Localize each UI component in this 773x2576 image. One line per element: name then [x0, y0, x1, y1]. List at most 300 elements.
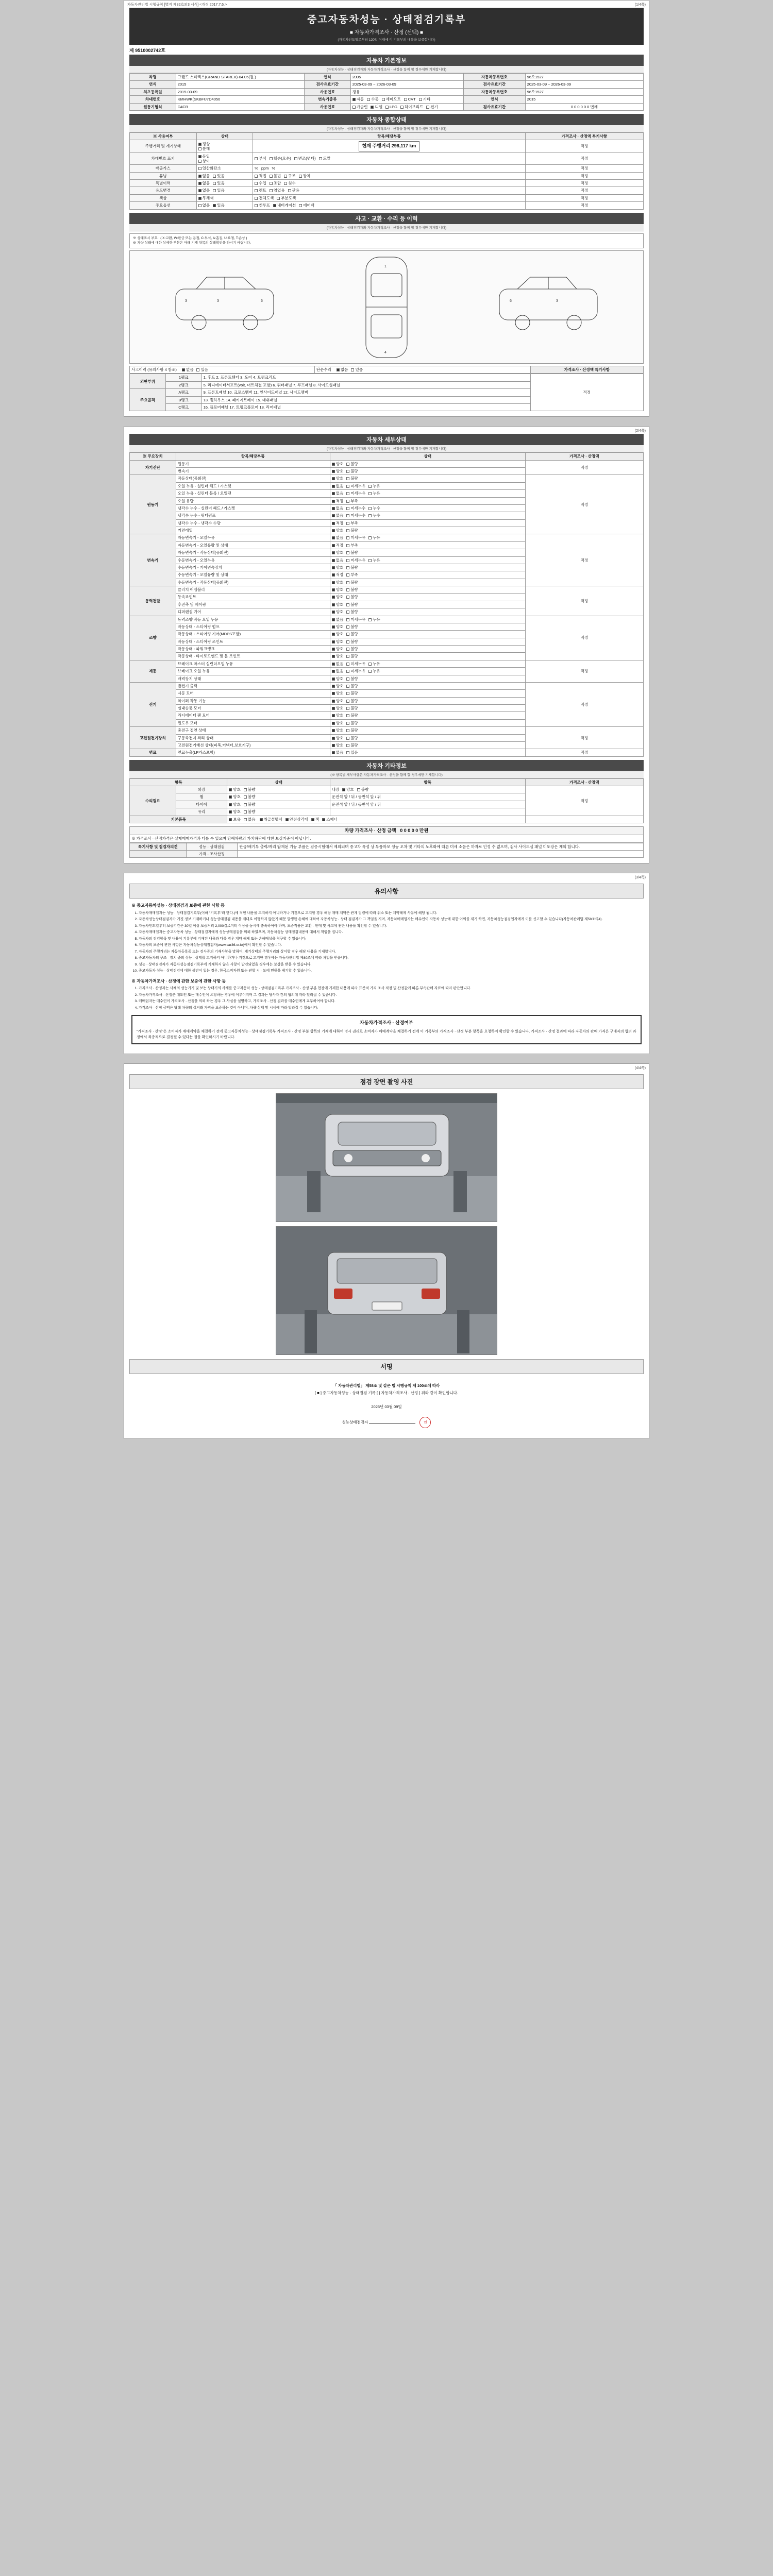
- cell-label: 변속기종류: [304, 96, 350, 103]
- detail-item-label: 커먼레일: [176, 527, 330, 534]
- row-label: 특별이력: [130, 180, 197, 187]
- table-row: [130, 140, 644, 152]
- row-options-extra: 부식 훼손(오손) 변조(변타) 도말: [253, 152, 525, 165]
- price-note: [525, 816, 643, 823]
- row-label: 외장: [176, 786, 227, 793]
- detail-item-label: 디퍼렌셜 기어: [176, 608, 330, 616]
- table-row: [130, 96, 644, 103]
- detail-item-label: 오일 누유 - 실린더 블록 / 오일팬: [176, 490, 330, 497]
- col-header: 상태: [330, 453, 525, 460]
- detail-item-options[interactable]: 없음 미세누수 누수: [330, 512, 525, 519]
- detail-group-price: 적정: [525, 475, 643, 534]
- section-basic-info-title: 자동차 기본정보: [129, 55, 644, 66]
- detail-item-options[interactable]: 양호 불량: [330, 682, 525, 689]
- detail-item-options[interactable]: 없음 미세누유 누유: [330, 490, 525, 497]
- detail-item-label: 추진축 및 베어링: [176, 601, 330, 608]
- cell-value: 2025-03-09 ~ 2026-03-09: [350, 81, 463, 88]
- detail-item-options[interactable]: 없음 미세누유 누유: [330, 668, 525, 675]
- detail-item-options[interactable]: 양호 불량: [330, 638, 525, 645]
- notice-body: [131, 903, 642, 1011]
- detail-item-label: 수동변속기 - 기어변속장치: [176, 564, 330, 571]
- page-1: [124, 0, 649, 417]
- price-note: 적정: [525, 202, 643, 209]
- detail-item-label: 작동상태(공회전): [176, 475, 330, 482]
- table-row: [130, 81, 644, 88]
- row-options-extra: 내장 양호 불량: [330, 786, 525, 793]
- table-row: [130, 460, 644, 467]
- cell-value: 2025-03-09 ~ 2026-03-09: [525, 81, 643, 88]
- document-number: [129, 47, 644, 54]
- section-detail-title: 자동차 세부상태: [129, 434, 644, 445]
- cell-value: 2015: [176, 81, 304, 88]
- detail-item-label: 브레이크 오일 누유: [176, 668, 330, 675]
- section-overall-title: 자동차 종합상태: [129, 114, 644, 125]
- detail-item-label: 작동상태 - 타이로드엔드 및 볼 조인트: [176, 653, 330, 660]
- page-4: [124, 1063, 649, 1439]
- detail-group-price: 적정: [525, 682, 643, 726]
- mileage-display: [253, 140, 525, 152]
- table-row: [130, 194, 644, 201]
- col-header: ※ 사용여부: [130, 132, 197, 140]
- price-note: 적정: [525, 152, 643, 165]
- simple-repair-cell: 단순수리 없음 있음: [314, 366, 530, 374]
- detail-group-label: 동력전달: [130, 586, 176, 616]
- cell-value: 96오1527: [525, 88, 643, 95]
- cell-value: 2015: [525, 96, 643, 103]
- detail-item-label: 배력장치 상태: [176, 675, 330, 682]
- detail-item-options[interactable]: 없음 있음: [330, 749, 525, 756]
- detail-item-options[interactable]: 없음 미세누유 누유: [330, 616, 525, 623]
- detail-item-options[interactable]: 양호 불량: [330, 646, 525, 653]
- cell-label: 차명: [130, 74, 176, 81]
- doc-no-value: 9510002742호: [135, 48, 165, 53]
- price-note: 적정: [525, 786, 643, 816]
- detail-item-label: 클러치 어셈블리: [176, 586, 330, 594]
- table-row: [130, 374, 644, 381]
- list-item: 1. 자동차매매업자는 성능 · 상태점검기록부(이하 "기록부"라 한다.)에 적힌 내용을 고지하지 아니하거나 거짓으로 고지할 경우 해당 매매 계약은 관계 법령에 따라 취소 또는 계약해제 사유에 해당 됩니다.: [139, 911, 642, 917]
- detail-item-options[interactable]: 양호 불량: [330, 631, 525, 638]
- detail-item-options[interactable]: 양호 불량: [330, 690, 525, 697]
- detail-item-options[interactable]: 양호 불량: [330, 653, 525, 660]
- table-row: [130, 816, 644, 823]
- col-header: 항목: [330, 778, 525, 786]
- detail-item-label: 등속죠인트: [176, 594, 330, 601]
- detail-item-label: 자동변속기 - 작동상태(공회전): [176, 549, 330, 556]
- detail-item-options[interactable]: 적정 부족: [330, 497, 525, 504]
- detail-item-label: 라디에이터 팬 모터: [176, 712, 330, 719]
- wheel-positions: 운전석 앞 / 뒤 / 동반석 앞 / 뒤: [330, 793, 525, 801]
- cell-value: D4CB: [176, 103, 304, 110]
- rank-label: C랭크: [165, 403, 201, 411]
- fuel-options: 가솔린 디젤 LPG 하이브리드 전기: [350, 103, 463, 110]
- list-item: 2. 자동차성능상태점검자가 거짓 정보 기재하거나 성능상태점검 내용을 제대로 이행하지 않았기 때문 발생한 손해에 대하여 자동차성능 · 상태 점검자가 그 책임을 지며, 자동차매매업자는 매수인이 자동차 성능에 대한 이의를 제기 하면, 자동차성능점검업자에게 이를 신고할 수 있습니다(자동차관리법 제58조의4).: [139, 917, 642, 923]
- signature-body: [124, 1377, 649, 1433]
- page-header-note: [124, 1, 649, 8]
- detail-item-options[interactable]: 양호 불량: [330, 564, 525, 571]
- row-options: 양호 불량: [227, 786, 330, 793]
- notice-title: 유의사항: [129, 884, 644, 899]
- remarks-label: 특기사항 및 점검자의견: [130, 843, 187, 850]
- car-damage-diagram: [129, 250, 644, 364]
- row-label: 기본품목: [130, 816, 227, 823]
- col-header: 가격조사 · 산정액 특기사항: [525, 132, 643, 140]
- detail-item-options[interactable]: 양호 불량: [330, 601, 525, 608]
- section-other-sub: (※ 항목별 세부사항은 자동차가격조사 · 산정을 함께 할 경우에만 기재합니다): [129, 771, 644, 778]
- col-header: 상태: [227, 778, 330, 786]
- cell-value: 0 0 0 0 0 0 번째: [525, 103, 643, 110]
- detail-item-options[interactable]: 적정 부족: [330, 519, 525, 527]
- svg-text:3: 3: [184, 299, 187, 303]
- table-row: [130, 152, 644, 165]
- mileage-value: 298,117 km: [391, 143, 416, 149]
- table-row: [130, 786, 644, 793]
- cell-value: 2005: [350, 74, 463, 81]
- detail-group-label: 전기: [130, 682, 176, 726]
- photo-front-render: [276, 1094, 497, 1222]
- row-label: 주요옵션: [130, 202, 197, 209]
- detail-item-options[interactable]: 양호 불량: [330, 460, 525, 467]
- detail-group-price: 적정: [525, 586, 643, 616]
- table-row: [130, 616, 644, 623]
- table-row: [130, 534, 644, 541]
- signature-role-inspector: 성능상태점검자: [342, 1419, 368, 1425]
- detail-group-price: 적정: [525, 727, 643, 749]
- col-header: 가격조사 · 산정액: [525, 778, 643, 786]
- accident-history-cell: 사고이력 (유의사항 4 참조) 없음 있음: [130, 366, 315, 374]
- detail-group-price: 적정: [525, 660, 643, 682]
- signature-law-line: 「 자동차관리법」 제58조 및 같은 법 시행규칙 제 100조에 따라: [333, 1383, 440, 1388]
- row-options: 양호 불량: [227, 808, 330, 816]
- section-other-title: 자동차 기타정보: [129, 760, 644, 771]
- detail-item-label: 동력조향 작동 오일 누유: [176, 616, 330, 623]
- price-note: 적정: [525, 172, 643, 179]
- tire-positions: 운전석 앞 / 뒤 / 동반석 앞 / 뒤: [330, 801, 525, 808]
- row-options: 없음 있음: [196, 172, 253, 179]
- detail-item-options[interactable]: 양호 불량: [330, 675, 525, 682]
- row-label: 차대번호 표기: [130, 152, 197, 165]
- price-survey-notice-body: "가격조사 · 산정"은 소비자가 매매계약을 체결하기 전에 중고자동차성능 · 상태점검기록부 가격조사 · 산정 부분 항목의 기재에 대하여 명시 권리로 소비자가 매매계약을 체결하기 전에 이 기록부의 가격조사 · 산정 부분 항목을 요청하여 확인할 수 있습니다. 가격조사 · 산정 결과에 따라 자동차의 판매 가격은 구매자의 협의 과정에서 최종적으로 결정될 수 있다는 점을 확인하시기 바랍니다.: [137, 1029, 636, 1040]
- table-row: [130, 660, 644, 667]
- detail-group-price: 적정: [525, 460, 643, 475]
- col-header: 항목: [130, 778, 227, 786]
- detail-item-label: 발전기 출력: [176, 682, 330, 689]
- detail-item-options[interactable]: 적정 부족: [330, 541, 525, 549]
- list-item: 2. 자동차가격조사 · 산정은 매도인 또는 매수인이 요청하는 경우에 이루어지며 그 결과는 당사자 간의 협의에 따라 달라질 수 있습니다.: [139, 993, 642, 998]
- page-number: (1/4쪽): [634, 3, 646, 7]
- detail-item-label: 작동상태 - 스티어링 펌프: [176, 623, 330, 630]
- table-row: [130, 187, 644, 194]
- col-header: 항목/해당부품: [176, 453, 330, 460]
- detail-item-options[interactable]: 없음 미세누유 누유: [330, 534, 525, 541]
- table-row: [130, 475, 644, 482]
- detail-item-options[interactable]: 양호 불량: [330, 712, 525, 719]
- col-header: 가격조사 · 산정액 특기사항: [530, 366, 643, 374]
- transmission-options: 자동 수동 세미오토 CVT 기타: [350, 96, 463, 103]
- table-row: [130, 88, 644, 95]
- rank-label: A랭크: [165, 389, 201, 396]
- detail-item-options[interactable]: 양호 불량: [330, 623, 525, 630]
- glass-state: [330, 808, 525, 816]
- detail-item-options[interactable]: 양호 불량: [330, 705, 525, 712]
- detail-item-options[interactable]: 양호 불량: [330, 549, 525, 556]
- page-3: [124, 873, 649, 1054]
- detail-table-body: [130, 460, 644, 756]
- detail-item-label: 냉각수 누수 - 워터펌프: [176, 512, 330, 519]
- page-2: [124, 426, 649, 863]
- detail-item-options[interactable]: 없음 미세누유 누유: [330, 556, 525, 564]
- detail-group-price: 적정: [525, 749, 643, 756]
- detail-item-label: 오일 유량: [176, 497, 330, 504]
- form-reference: 자동차관리법 시행규칙 [별지 제82호의3 서식] <개정 2017.7.6.>: [127, 3, 227, 7]
- cell-label: 검사유효기간: [464, 103, 526, 110]
- price-summary-label: 차량 가격조사 · 산정 금액: [344, 827, 396, 833]
- detail-item-options[interactable]: 양호 불량: [330, 579, 525, 586]
- list-item: 7. 자동차의 주행거리는 자동차등록증 또는 검사증의 기재사항을 말하며, 계기상태의 주행거리와 상이할 경우 해당 내용을 기재합니다.: [139, 950, 642, 955]
- page-number: (4/4쪽): [634, 1066, 646, 1071]
- row-options-extra: 수입 조합 침수: [253, 180, 525, 187]
- cell-value: 그랜드 스타렉스(GRAND STAREX)-04.05(월.): [176, 74, 304, 81]
- page-number: (3/4쪽): [634, 876, 646, 880]
- cell-label: 자동차등록번호: [464, 88, 526, 95]
- table-header-row: [130, 453, 644, 460]
- detail-item-label: 냉각수 누수 - 실린더 헤드 / 가스켓: [176, 504, 330, 512]
- detail-item-options[interactable]: 양호 불량: [330, 594, 525, 601]
- list-item: 8. 중고자동차의 구조 · 장치 중의 성능 · 상태를 고지하지 아니하거나 거짓으로 고지한 경우에는 자동차관리법 제80조에 따라 처벌을 받습니다.: [139, 956, 642, 961]
- detail-item-options[interactable]: 양호 불량: [330, 468, 525, 475]
- remarks-sub-label-2: 가격 · 조사산정: [186, 850, 238, 857]
- list-item: 10. 중고자동차 성능 · 상태점검에 대한 불만이 있는 경우, 한국소비자원 또는 관할 시 · 도에 민원을 제기할 수 있습니다.: [139, 969, 642, 974]
- detail-item-options[interactable]: 양호 불량: [330, 697, 525, 704]
- detail-group-label: 원동기: [130, 475, 176, 534]
- car-diagram-right-side: [494, 271, 602, 343]
- section-overall-sub: (자동차성능 · 상태점검자와 자동차가격조사 · 산정을 함께 할 경우에만 기재합니다): [129, 125, 644, 132]
- detail-item-options[interactable]: 없음 미세누유 누유: [330, 660, 525, 667]
- row-label: 배출가스: [130, 165, 197, 172]
- detail-item-label: 수동변속기 - 작동상태(공회전): [176, 579, 330, 586]
- cell-label: 사용연료: [304, 103, 350, 110]
- detail-group-label: 고전원전기장치: [130, 727, 176, 749]
- price-note: 적정: [525, 140, 643, 152]
- list-item: 3. 매매업자는 매수인이 가격조사 · 산정을 의뢰 하는 경우 그 사실을 설명하고, 가격조사 · 산정 결과를 매수인에게 교부하여야 합니다.: [139, 999, 642, 1005]
- document-title-bar: [129, 8, 644, 45]
- simple-repair-label: 단순수리: [316, 367, 331, 372]
- cell-label: 최초등록일: [130, 88, 176, 95]
- photo-section-title: 점검 장면 촬영 사진: [129, 1074, 644, 1089]
- seal-icon: 인: [419, 1417, 431, 1428]
- document-subtitle: ■ 자동차가격조사 · 산정 (선택) ■: [349, 30, 424, 36]
- inspection-photo-rear: [276, 1226, 497, 1355]
- rank-parts: 13. 휠하우스 14. 패키지트레이 15. 대쉬패널: [201, 396, 530, 403]
- detail-item-label: 원동기: [176, 460, 330, 467]
- detail-item-label: 작동상태 - 스티어링 기어(MDPS포함): [176, 631, 330, 638]
- price-survey-notice-title: 자동차가격조사 · 산정여부: [360, 1020, 413, 1026]
- cell-value: 2015-03-09: [176, 88, 304, 95]
- row-options: 없음 있음: [196, 180, 253, 187]
- row-label: 외판부위: [130, 374, 166, 389]
- photo-rear-render: [276, 1227, 497, 1355]
- cell-label: 원동기형식: [130, 103, 176, 110]
- price-note: 적정: [525, 187, 643, 194]
- page-header-note: [124, 1064, 649, 1071]
- detail-item-options[interactable]: 양호 불량: [330, 727, 525, 734]
- section-basic-info-sub: (자동차성능 · 상태점검자와 자동차가격조사 · 산정을 함께 할 경우에만 기재합니다): [129, 66, 644, 73]
- row-options: 정상 분해: [196, 140, 253, 152]
- svg-text:6: 6: [260, 299, 263, 303]
- row-options: 일산화탄소: [196, 165, 253, 172]
- col-header: 상태: [196, 132, 253, 140]
- svg-text:6: 6: [510, 299, 512, 303]
- rank-label: 1랭크: [165, 374, 201, 381]
- detail-item-label: 브레이크 마스터 실린더오일 누유: [176, 660, 330, 667]
- detail-item-options[interactable]: 양호 불량: [330, 475, 525, 482]
- row-label: 수리필요: [130, 786, 176, 816]
- signature-role-row: [124, 1417, 649, 1428]
- row-label: 주요골격: [130, 389, 166, 411]
- row-label: 유리: [176, 808, 227, 816]
- section-accident-title: 사고 · 교환 · 수리 등 이력: [129, 213, 644, 224]
- doc-no-label: 제: [129, 48, 134, 53]
- price-summary-title: [130, 826, 644, 835]
- list-item: 5. 자동차의 점검항목 및 내용이 기록부에 기재된 내용과 다를 경우 계약 해제 또는 손해배상을 청구할 수 있습니다.: [139, 937, 642, 942]
- detail-item-label: 작동상태 - 파워크랭크: [176, 646, 330, 653]
- detail-item-options[interactable]: 없음 미세누수 누수: [330, 504, 525, 512]
- signature-section-title: 서명: [129, 1359, 644, 1374]
- notice-section-2-title: ※ 자동차가격조사 · 산정에 관한 보증에 관한 사항 등: [131, 978, 226, 984]
- document-title: 중고자동차성능 · 상태점검기록부: [307, 14, 466, 25]
- cell-value: 경유: [350, 88, 463, 95]
- emission-values: % ppm %: [253, 165, 525, 172]
- price-note: 적정: [525, 165, 643, 172]
- row-options-extra: 적법 불법 구조 장치: [253, 172, 525, 179]
- row-options: 없음 있음: [196, 187, 253, 194]
- table-header-row: [130, 132, 644, 140]
- document-subtitle-note: (자동차인도일로부터 120일 이내에 이 기록부의 내용을 보증합니다): [338, 38, 435, 42]
- table-row: [130, 202, 644, 209]
- cell-label: 차대번호: [130, 96, 176, 103]
- detail-item-label: 와이퍼 작동 기능: [176, 697, 330, 704]
- svg-text:4: 4: [384, 351, 386, 354]
- list-item: 4. 자동차매매업자는 중고자동차 성능 · 상태점검자에게 성능상태점검을 의뢰 하였으며, 자동차성능 상태점검내용에 대해서 책임을 집니다.: [139, 930, 642, 936]
- table-row: [130, 74, 644, 81]
- rank-parts: 9. 프론트패널 10. 크로스멤버 11. 인사이드패널 12. 사이드멤버: [201, 389, 530, 396]
- table-row: [130, 103, 644, 110]
- basic-items-options: 보유 없음 취급설명서 안전삼각대 잭 스패너: [227, 816, 525, 823]
- rank-label: 2랭크: [165, 381, 201, 388]
- table-row: [130, 850, 644, 857]
- list-item: 9. 성능 · 상태점검자가 자동차성능점검기록부에 기재하지 않은 사항이 발견되었을 경우에는 보상을 받을 수 있습니다.: [139, 962, 642, 968]
- list-item: 4. 가격조사 · 산정 금액은 당해 차량의 실거래 가격을 보증하는 것이 아니며, 차량 상태 및 시세에 따라 달라질 수 있습니다.: [139, 1006, 642, 1011]
- rank-parts: 5. 라디에이터서포트(volt, 너트체결 포함) 6. 쿼터패널 7. 루프패널 8. 사이드실패널: [201, 381, 530, 388]
- cell-label: 검사유효기간: [464, 81, 526, 88]
- overall-state-table: [129, 132, 644, 210]
- detail-item-options[interactable]: 양호 불량: [330, 527, 525, 534]
- table-row: [130, 749, 644, 756]
- inspection-photo-front: [276, 1093, 497, 1222]
- detail-item-options[interactable]: 양호 불량: [330, 586, 525, 594]
- detail-item-label: 오일 누유 - 실린더 헤드 / 가스켓: [176, 482, 330, 489]
- table-row: [130, 826, 644, 835]
- detail-item-label: 자동변속기 - 오일누유: [176, 534, 330, 541]
- list-item: 1. 가격조사 · 산정자는 사체의 성능기기 및 보는 상태기의 사체를 중고자동차 성능 · 상태점검기록부 가격조사 · 산정 부분 현장에 기재한 내용에 따라 표준적 가격 조사 적정 및 산정값에 따른 부속판매 자료에 따라 판단합니다.: [139, 986, 642, 992]
- detail-group-label: 자기진단: [130, 460, 176, 475]
- detail-item-label: 윈도우 모터: [176, 719, 330, 726]
- detail-group-label: 조향: [130, 616, 176, 660]
- section-detail-sub: (자동차성능 · 상태점검자와 자동차가격조사 · 산정을 함께 할 경우에만 기재합니다): [129, 445, 644, 452]
- price-note: 적정: [530, 374, 643, 411]
- row-label: 용도변경: [130, 187, 197, 194]
- table-row: [130, 727, 644, 734]
- row-label: 색상: [130, 194, 197, 201]
- remarks-sub-label: 성능 · 상태점검: [186, 843, 238, 850]
- detail-group-price: 적정: [525, 616, 643, 660]
- detail-item-options[interactable]: 양호 불량: [330, 719, 525, 726]
- accident-legend: [129, 233, 644, 249]
- detail-item-label: 실내송풍 모터: [176, 705, 330, 712]
- row-options: 양호 불량: [227, 793, 330, 801]
- detail-item-label: 충전구 절연 상태: [176, 727, 330, 734]
- table-row: [130, 180, 644, 187]
- legend-line-1: ※ 상태표시 부호 : ( X:교환, W:판금 또는 용접, C:부식, A:흠집, U:요철, T:손상 ): [133, 236, 247, 240]
- detail-item-label: 구동축전지 격리 상태: [176, 734, 330, 741]
- cell-label: 자동차등록번호: [464, 74, 526, 81]
- signature-date: 2025년 03월 09일: [371, 1404, 402, 1410]
- row-options-extra: 렌트 영업용 관용: [253, 187, 525, 194]
- row-options: 무채색: [196, 194, 253, 201]
- detail-group-label: 제동: [130, 660, 176, 682]
- table-header-row: [130, 778, 644, 786]
- table-row: [130, 682, 644, 689]
- detail-state-table: [129, 452, 644, 756]
- remarks-body: 판금/배기부 출력/계리 탑재된 기능 부품은 검증시험에서 제외되며 중고차 특성 상 부품마모 성능 오차 및 기타의 노후화에 따른 미세 소음은 하자로 인정 수 없으며, 검사 사이드실 패널 미도장은 제외 합니다.: [238, 843, 644, 850]
- cell-label: 연식: [464, 96, 526, 103]
- cell-label: 연식: [304, 74, 350, 81]
- list-item: 6. 자동차의 보증에 관한 사항은 자동차성능상태점검자(www.car36.or.kr)에서 확인할 수 있습니다.: [139, 943, 642, 948]
- list-item: 3. 자동차인도일부터 보증기간은 30일 이상 보증거리 2,000킬로미터 이상을 동시에 충족하여야 하며, 보증적용은 교환 · 판매 및 사고에 관한 내용을 확인할 수 있습니다.: [139, 924, 642, 929]
- detail-item-label: 수동변속기 - 오일누유: [176, 556, 330, 564]
- detail-item-label: 수동변속기 - 오일유량 및 상태: [176, 571, 330, 579]
- row-options-extra: 썬루프 내비게이션 에어백: [253, 202, 525, 209]
- accident-history-label: 사고이력 (유의사항 4 참조): [131, 367, 177, 372]
- col-header: 항목/해당부품: [253, 132, 525, 140]
- rank-label: B랭크: [165, 396, 201, 403]
- table-row: [130, 586, 644, 594]
- row-label: 휠: [176, 793, 227, 801]
- detail-item-label: 냉각수 누수 - 냉각수 수량: [176, 519, 330, 527]
- row-options-extra: 전체도색 부분도색: [253, 194, 525, 201]
- table-row: [130, 165, 644, 172]
- detail-group-label: 변속기: [130, 534, 176, 586]
- row-options: 동일 상이: [196, 152, 253, 165]
- rank-parts: 16. 플로어패널 17. 트렁크플로어 18. 리어패널: [201, 403, 530, 411]
- cell-label: 검사유효기간: [304, 81, 350, 88]
- row-label: 타이어: [176, 801, 227, 808]
- detail-item-options[interactable]: 없음 미세누유 누유: [330, 482, 525, 489]
- detail-item-label: 작동상태 - 스티어링 조인트: [176, 638, 330, 645]
- notice-section-2-list: [139, 986, 642, 1011]
- mileage-label: 현재 주행거리: [362, 143, 391, 149]
- detail-item-options[interactable]: 양호 불량: [330, 608, 525, 616]
- svg-text:3: 3: [556, 299, 559, 303]
- price-note: 적정: [525, 180, 643, 187]
- page-number: (2/4쪽): [634, 429, 646, 433]
- price-survey-notice-box: [131, 1015, 642, 1044]
- detail-item-options[interactable]: 적정 부족: [330, 571, 525, 579]
- table-row: [130, 843, 644, 850]
- detail-group-price: 적정: [525, 534, 643, 586]
- cell-value: KMHWK(SKBFU7D4050: [176, 96, 304, 103]
- detail-item-options[interactable]: 양호 불량: [330, 741, 525, 749]
- detail-item-options[interactable]: 양호 불량: [330, 734, 525, 741]
